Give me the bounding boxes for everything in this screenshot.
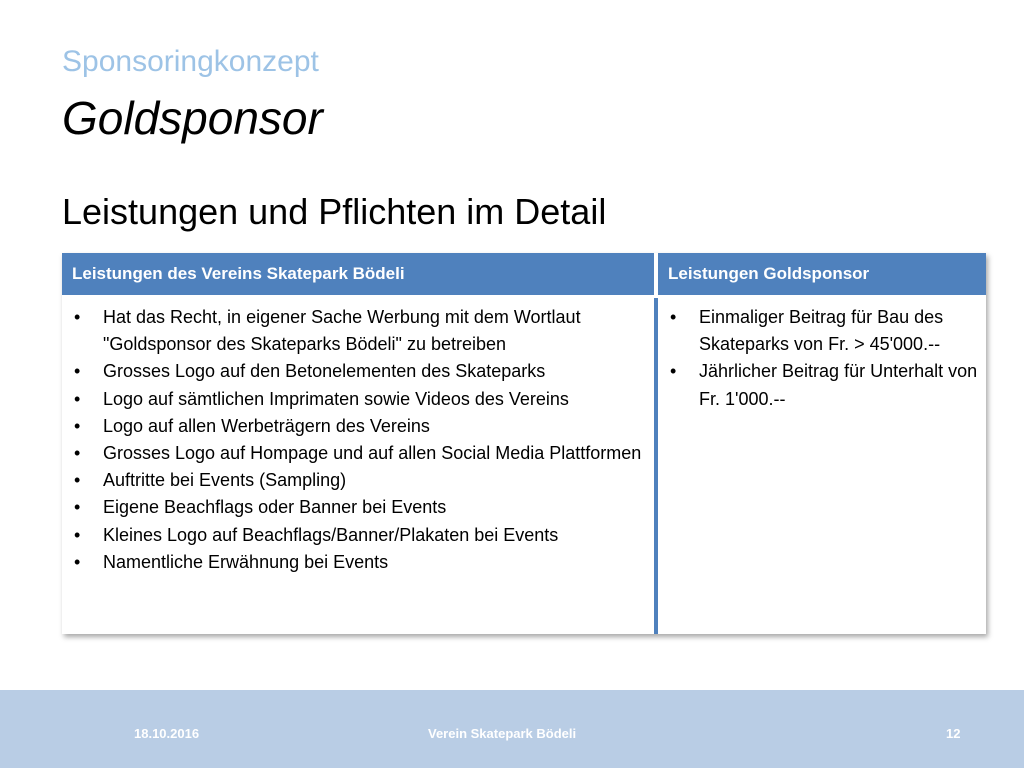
footer-date: 18.10.2016 [134,726,200,741]
list-item: • Logo auf allen Werbeträgern des Vereins [62,413,646,440]
list-item: • Grosses Logo auf den Betonelementen des Skateparks [62,358,646,385]
club-services-column [62,253,654,634]
club-services-body [62,295,654,634]
club-services-header: Leistungen des Vereins Skatepark Bödeli [62,253,654,295]
list-item: • Kleines Logo auf Beachflags/Banner/Plakaten bei Events [62,522,646,549]
footer-page-number: 12 [946,726,961,741]
list-item: • Auftritte bei Events (Sampling) [62,467,646,494]
slide-subtitle: Leistungen und Pflichten im Detail [62,191,607,232]
club-services-list [62,295,654,576]
footer-band [0,690,1024,768]
list-item: • Einmaliger Beitrag für Bau des Skateparks von Fr. > 45'000.-- [658,304,978,358]
list-item: • Logo auf sämtlichen Imprimaten sowie Videos des Vereins [62,386,646,413]
sponsor-services-header: Leistungen Goldsponsor [658,253,986,295]
slide-supertitle: Sponsoringkonzept [62,45,319,78]
list-item: • Eigene Beachflags oder Banner bei Events [62,494,646,521]
list-item: • Namentliche Erwähnung bei Events [62,549,646,576]
slide-title: Goldsponsor [62,92,323,144]
list-item: • Grosses Logo auf Hompage und auf allen Social Media Plattformen [62,440,646,467]
sponsor-services-list [658,295,986,413]
list-item: • Hat das Recht, in eigener Sache Werbung mit dem Wortlaut "Goldsponsor des Skateparks Bödeli" zu betreiben [62,304,646,358]
sponsor-services-body [658,295,986,634]
footer-organization: Verein Skatepark Bödeli [428,726,577,741]
services-table [62,253,986,634]
sponsor-services-column [658,253,986,634]
list-item: • Jährlicher Beitrag für Unterhalt von Fr. 1'000.-- [658,358,978,412]
